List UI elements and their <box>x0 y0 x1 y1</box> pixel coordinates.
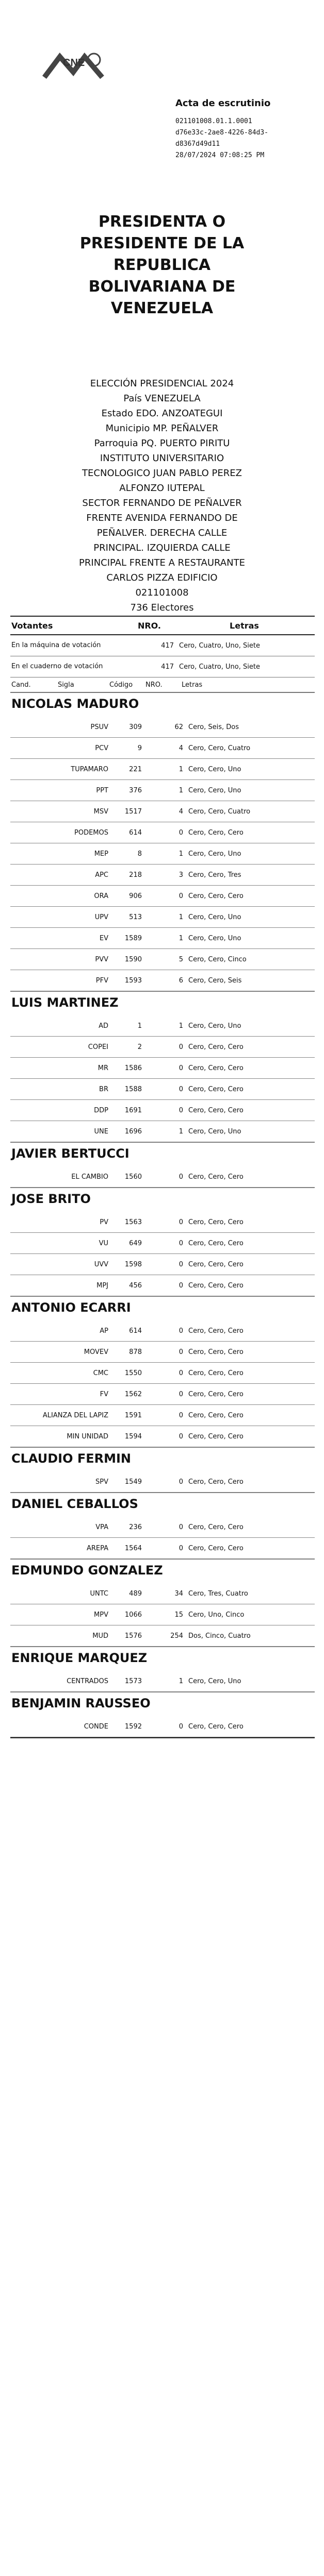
candidate-name: JAVIER BERTUCCI <box>11 1146 129 1161</box>
candidate-name: ENRIQUE MARQUEZ <box>11 1651 148 1665</box>
title-line: BOLIVARIANA DE <box>88 278 236 296</box>
title-line: VENEZUELA <box>110 299 214 317</box>
meta-line: Parroquia PQ. PUERTO PIRITU <box>94 438 230 449</box>
party-sigla: MPJ <box>96 1281 108 1290</box>
party-code: 236 <box>129 1523 142 1531</box>
party-sigla: PVV <box>95 955 108 963</box>
party-letras: Cero, Cero, Tres <box>188 871 241 879</box>
party-row <box>10 1363 315 1384</box>
party-letras: Cero, Cero, Cero <box>188 1106 244 1114</box>
party-code: 1576 <box>124 1632 142 1640</box>
party-nro: 254 <box>170 1632 183 1640</box>
party-row <box>10 1079 315 1100</box>
party-code: 1563 <box>124 1218 142 1226</box>
header-nro: NRO. <box>137 620 161 631</box>
party-row <box>10 1538 315 1559</box>
party-sigla: CENTRADOS <box>67 1677 108 1685</box>
party-sigla: BR <box>99 1085 108 1093</box>
party-row <box>10 865 315 886</box>
meta-line: CARLOS PIZZA EDIFICIO <box>106 572 218 583</box>
candidate-name: JOSE BRITO <box>11 1192 91 1206</box>
party-letras: Cero, Cero, Cero <box>188 1432 244 1440</box>
party-letras: Cero, Cero, Uno <box>188 786 241 794</box>
party-code: 1573 <box>124 1677 142 1685</box>
party-row <box>10 822 315 843</box>
party-letras: Cero, Cero, Uno <box>188 1677 241 1685</box>
party-row <box>10 843 315 865</box>
party-nro: 1 <box>179 934 183 942</box>
party-nro: 0 <box>179 1327 183 1335</box>
party-nro: 0 <box>179 1218 183 1226</box>
party-row <box>10 886 315 907</box>
row-letras: Cero, Cuatro, Uno, Siete <box>179 641 260 650</box>
party-row <box>10 1671 315 1692</box>
row-nro: 417 <box>161 663 174 671</box>
party-code: 221 <box>129 765 142 773</box>
party-nro: 0 <box>179 1544 183 1552</box>
party-row <box>10 1058 315 1079</box>
party-nro: 0 <box>179 1432 183 1440</box>
party-code: 456 <box>129 1281 142 1290</box>
party-row <box>10 1405 315 1426</box>
candidate-name: BENJAMIN RAUSSEO <box>11 1696 151 1710</box>
candidate-section <box>10 692 315 991</box>
candidate-section <box>10 1647 315 1692</box>
party-nro: 0 <box>179 1369 183 1377</box>
party-sigla: UNTC <box>90 1589 108 1598</box>
party-nro: 3 <box>179 871 183 879</box>
party-code: 1691 <box>124 1106 142 1114</box>
party-letras: Cero, Cero, Uno <box>188 765 241 773</box>
party-sigla: PCV <box>95 744 108 752</box>
party-letras: Cero, Cero, Cero <box>188 1390 244 1398</box>
party-code: 1591 <box>124 1411 142 1419</box>
party-nro: 1 <box>179 1677 183 1685</box>
table-row <box>10 635 315 656</box>
party-sigla: PFV <box>95 976 108 985</box>
party-nro: 6 <box>179 976 183 985</box>
party-nro: 0 <box>179 1478 183 1486</box>
party-code: 1598 <box>124 1260 142 1268</box>
meta-line: PRINCIPAL FRENTE A RESTAURANTE <box>79 557 245 568</box>
party-nro: 1 <box>179 786 183 794</box>
candidate-section <box>10 1493 315 1559</box>
party-row <box>10 1426 315 1447</box>
party-row <box>10 1471 315 1493</box>
candidate-section <box>10 1188 315 1296</box>
candidate-sections <box>10 692 315 1737</box>
party-code: 1549 <box>124 1478 142 1486</box>
cne-emblem-icon <box>40 45 106 93</box>
party-code: 1586 <box>124 1064 142 1072</box>
party-code: 649 <box>129 1239 142 1247</box>
party-sigla: ALIANZA DEL LAPIZ <box>42 1411 108 1419</box>
candidate-section <box>10 1692 315 1737</box>
meta-line: SECTOR FERNANDO DE PEÑALVER <box>82 498 242 509</box>
party-nro: 0 <box>179 1348 183 1356</box>
svg-text:CNE: CNE <box>63 57 85 69</box>
party-row <box>10 1517 315 1538</box>
acta-label: Acta de escrutinio <box>175 98 271 109</box>
party-row <box>10 1625 315 1647</box>
party-sigla: TUPAMARO <box>71 765 108 773</box>
table-row <box>10 656 315 677</box>
party-nro: 1 <box>179 1022 183 1030</box>
candidate-section <box>10 1559 315 1647</box>
party-row <box>10 1166 315 1188</box>
meta-line: FRENTE AVENIDA FERNANDO DE <box>86 513 238 523</box>
party-letras: Cero, Cero, Cero <box>188 1239 244 1247</box>
party-sigla: CONDE <box>84 1722 108 1731</box>
code-line: 28/07/2024 07:08:25 PM <box>175 151 265 159</box>
party-letras: Cero, Cero, Cero <box>188 1327 244 1335</box>
party-nro: 0 <box>179 892 183 900</box>
party-sigla: UNE <box>94 1127 108 1136</box>
party-sigla: MUD <box>92 1632 108 1640</box>
party-sigla: UPV <box>94 913 108 921</box>
row-letras: Cero, Cuatro, Uno, Siete <box>179 663 260 671</box>
candidate-section <box>10 1447 315 1493</box>
meta-line: PRINCIPAL. IZQUIERDA CALLE <box>93 543 231 553</box>
party-nro: 4 <box>179 744 183 752</box>
party-code: 1562 <box>124 1390 142 1398</box>
party-nro: 0 <box>179 1239 183 1247</box>
party-letras: Cero, Cero, Uno <box>188 850 241 858</box>
party-letras: Cero, Cero, Uno <box>188 1022 241 1030</box>
party-row <box>10 780 315 801</box>
candidate-name: CLAUDIO FERMIN <box>11 1451 132 1466</box>
party-nro: 0 <box>179 1390 183 1398</box>
party-nro: 0 <box>179 828 183 837</box>
party-sigla: MEP <box>94 850 108 858</box>
party-sigla: MIN UNIDAD <box>67 1432 108 1440</box>
party-sigla: PV <box>100 1218 108 1226</box>
party-nro: 34 <box>174 1589 183 1598</box>
party-letras: Cero, Cero, Cero <box>188 828 244 837</box>
header-votantes: Votantes <box>11 620 53 631</box>
party-sigla: AD <box>99 1022 108 1030</box>
party-code: 2 <box>137 1043 142 1051</box>
party-row <box>10 759 315 780</box>
party-letras: Cero, Cero, Cero <box>188 1173 244 1181</box>
party-code: 1564 <box>124 1544 142 1552</box>
party-letras: Cero, Cero, Cero <box>188 1281 244 1290</box>
party-code: 1592 <box>124 1722 142 1731</box>
party-sigla: AP <box>100 1327 108 1335</box>
party-letras: Cero, Cero, Cero <box>188 1085 244 1093</box>
party-letras: Cero, Uno, Cinco <box>188 1611 245 1619</box>
document-title <box>0 211 324 319</box>
party-sigla: MPV <box>94 1611 108 1619</box>
party-code: 1588 <box>124 1085 142 1093</box>
party-nro: 0 <box>179 1085 183 1093</box>
party-nro: 1 <box>179 765 183 773</box>
party-letras: Cero, Cero, Cero <box>188 1478 244 1486</box>
party-sigla: EL CAMBIO <box>71 1173 108 1181</box>
party-row <box>10 1320 315 1342</box>
row-label: En la máquina de votación <box>11 641 101 649</box>
party-letras: Cero, Cero, Uno <box>188 913 241 921</box>
party-sigla: PPT <box>96 786 108 794</box>
candidate-name: LUIS MARTINEZ <box>11 995 119 1010</box>
party-letras: Cero, Cero, Cero <box>188 1722 244 1731</box>
party-nro: 0 <box>179 1173 183 1181</box>
party-nro: 0 <box>179 1064 183 1072</box>
party-code: 1594 <box>124 1432 142 1440</box>
acta-header <box>0 0 324 613</box>
candidate-section <box>10 1142 315 1188</box>
party-row <box>10 1716 315 1737</box>
party-nro: 0 <box>179 1411 183 1419</box>
meta-line: Estado EDO. ANZOATEGUI <box>101 408 223 419</box>
party-sigla: UVV <box>94 1260 108 1268</box>
party-sigla: MR <box>98 1064 108 1072</box>
votes-subheader <box>10 677 315 692</box>
row-nro: 417 <box>161 641 174 650</box>
party-nro: 0 <box>179 1106 183 1114</box>
party-letras: Dos, Cinco, Cuatro <box>188 1632 251 1640</box>
party-sigla: PSUV <box>90 723 108 731</box>
party-code: 1 <box>137 1022 142 1030</box>
party-code: 1560 <box>124 1173 142 1181</box>
code-line: d76e33c-2ae8-4226-84d3- <box>175 129 269 137</box>
votes-table-header <box>10 617 315 635</box>
party-code: 1066 <box>124 1611 142 1619</box>
candidate-name: NICOLAS MADURO <box>11 697 139 711</box>
party-row <box>10 907 315 928</box>
party-nro: 1 <box>179 850 183 858</box>
party-code: 1589 <box>124 934 142 942</box>
party-code: 1593 <box>124 976 142 985</box>
header-letras: Letras <box>230 620 259 631</box>
party-nro: 0 <box>179 1281 183 1290</box>
party-nro: 62 <box>174 723 183 731</box>
party-code: 614 <box>129 1327 142 1335</box>
candidate-section <box>10 1296 315 1447</box>
party-row <box>10 1604 315 1625</box>
party-code: 9 <box>137 744 142 752</box>
subheader-letras: Letras <box>182 681 203 689</box>
title-line: REPUBLICA <box>113 256 211 274</box>
party-row <box>10 1254 315 1275</box>
subheader-codigo: Código <box>109 681 133 689</box>
party-row <box>10 1384 315 1405</box>
party-sigla: SPV <box>95 1478 108 1486</box>
party-row <box>10 1015 315 1037</box>
party-letras: Cero, Cero, Cero <box>188 1043 244 1051</box>
acta-title <box>175 97 315 110</box>
party-letras: Cero, Cero, Uno <box>188 1127 241 1136</box>
code-line: 021101008.01.1.0001 <box>175 117 252 125</box>
title-line: PRESIDENTA O <box>98 213 226 231</box>
party-row <box>10 1100 315 1121</box>
party-row <box>10 1121 315 1142</box>
party-letras: Cero, Cero, Cero <box>188 1218 244 1226</box>
party-nro: 15 <box>174 1611 183 1619</box>
meta-line: PEÑALVER. DERECHA CALLE <box>96 528 228 538</box>
party-code: 878 <box>129 1348 142 1356</box>
party-code: 614 <box>129 828 142 837</box>
meta-line: País VENEZUELA <box>123 393 201 404</box>
meta-line: ELECCIÓN PRESIDENCIAL 2024 <box>90 378 234 389</box>
party-letras: Cero, Cero, Cero <box>188 1260 244 1268</box>
party-code: 1696 <box>124 1127 142 1136</box>
party-letras: Cero, Cero, Cinco <box>188 955 247 963</box>
party-letras: Cero, Cero, Cero <box>188 1523 244 1531</box>
party-row <box>10 928 315 949</box>
party-letras: Cero, Cero, Cuatro <box>188 807 251 816</box>
party-nro: 1 <box>179 913 183 921</box>
party-letras: Cero, Cero, Cero <box>188 1411 244 1419</box>
party-code: 513 <box>129 913 142 921</box>
party-sigla: FV <box>100 1390 108 1398</box>
party-row <box>10 949 315 970</box>
party-sigla: AREPA <box>86 1544 108 1552</box>
title-line: PRESIDENTE DE LA <box>79 234 245 252</box>
votes-table <box>10 616 315 1738</box>
subheader-cand: Cand. <box>11 681 31 689</box>
meta-line: 021101008 <box>135 587 189 598</box>
party-letras: Cero, Cero, Cero <box>188 1544 244 1552</box>
meta-line: 736 Electores <box>130 602 194 613</box>
party-row <box>10 1037 315 1058</box>
party-letras: Cero, Cero, Cero <box>188 1064 244 1072</box>
election-meta <box>0 376 324 615</box>
meta-line: ALFONZO IUTEPAL <box>119 483 205 494</box>
candidate-name: DANIEL CEBALLOS <box>11 1497 138 1511</box>
candidate-name: ANTONIO ECARRI <box>11 1300 131 1315</box>
party-letras: Cero, Cero, Cero <box>188 892 244 900</box>
party-nro: 1 <box>179 1127 183 1136</box>
party-code: 218 <box>129 871 142 879</box>
code-line: d8367d49d11 <box>175 140 220 148</box>
candidate-name: EDMUNDO GONZALEZ <box>11 1563 163 1578</box>
acta-codes <box>175 116 315 161</box>
party-code: 376 <box>129 786 142 794</box>
party-sigla: MOVEV <box>84 1348 108 1356</box>
party-row <box>10 970 315 991</box>
party-row <box>10 1583 315 1604</box>
party-row <box>10 1342 315 1363</box>
party-code: 1590 <box>124 955 142 963</box>
party-code: 1550 <box>124 1369 142 1377</box>
party-sigla: VU <box>99 1239 108 1247</box>
party-sigla: PODEMOS <box>74 828 108 837</box>
party-sigla: ORA <box>94 892 108 900</box>
party-letras: Cero, Cero, Cuatro <box>188 744 251 752</box>
party-row <box>10 1233 315 1254</box>
party-code: 906 <box>129 892 142 900</box>
party-row <box>10 717 315 738</box>
cne-logo <box>40 45 106 93</box>
meta-line: Municipio MP. PEÑALVER <box>105 423 219 434</box>
party-letras: Cero, Cero, Cero <box>188 1348 244 1356</box>
candidate-section <box>10 991 315 1142</box>
party-letras: Cero, Cero, Seis <box>188 976 242 985</box>
party-code: 8 <box>137 850 142 858</box>
party-code: 489 <box>129 1589 142 1598</box>
party-letras: Cero, Cero, Cero <box>188 1369 244 1377</box>
party-row <box>10 1275 315 1296</box>
subheader-sigla: Sigla <box>58 681 74 689</box>
party-letras: Cero, Tres, Cuatro <box>188 1589 248 1598</box>
subheader-nro: NRO. <box>145 681 163 689</box>
party-nro: 0 <box>179 1523 183 1531</box>
party-nro: 4 <box>179 807 183 816</box>
party-row <box>10 801 315 822</box>
party-sigla: APC <box>95 871 108 879</box>
party-code: 309 <box>129 723 142 731</box>
party-nro: 5 <box>179 955 183 963</box>
meta-line: INSTITUTO UNIVERSITARIO <box>100 453 224 464</box>
party-letras: Cero, Seis, Dos <box>188 723 239 731</box>
row-label: En el cuaderno de votación <box>11 663 103 670</box>
party-sigla: DDP <box>94 1106 108 1114</box>
party-row <box>10 738 315 759</box>
party-sigla: EV <box>99 934 108 942</box>
party-nro: 0 <box>179 1043 183 1051</box>
party-row <box>10 1212 315 1233</box>
party-sigla: COPEI <box>88 1043 108 1051</box>
party-nro: 0 <box>179 1722 183 1731</box>
party-sigla: MSV <box>93 807 108 816</box>
party-code: 1517 <box>124 807 142 816</box>
party-sigla: VPA <box>95 1523 108 1531</box>
party-sigla: CMC <box>93 1369 108 1377</box>
party-nro: 0 <box>179 1260 183 1268</box>
party-letras: Cero, Cero, Uno <box>188 934 241 942</box>
meta-line: TECNOLOGICO JUAN PABLO PEREZ <box>82 468 242 479</box>
